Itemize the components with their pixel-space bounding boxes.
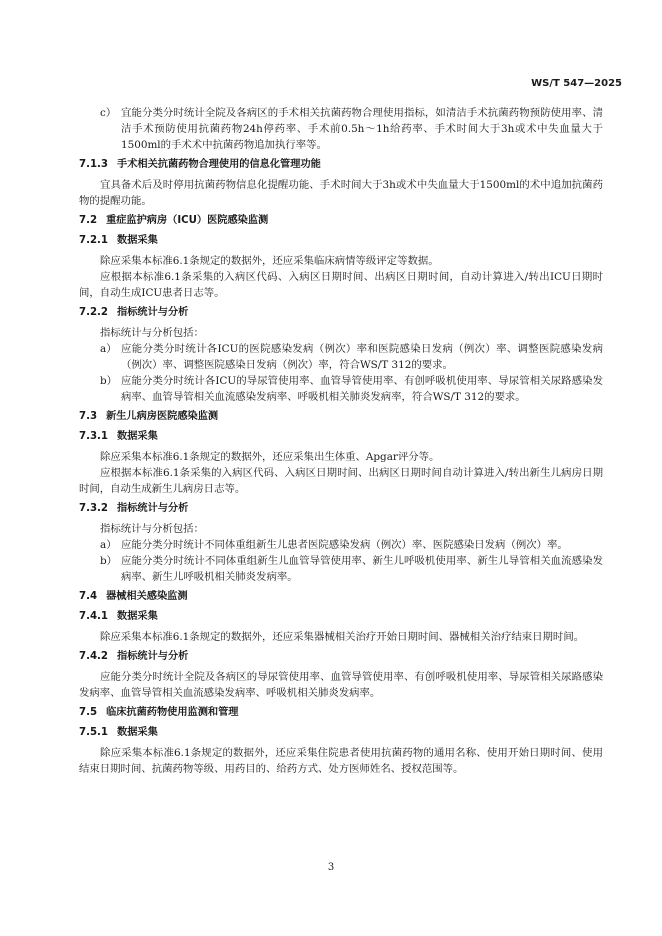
section-title: 指标统计与分析 — [117, 651, 189, 662]
section-title: 指标统计与分析 — [117, 503, 189, 514]
section-title: 指标统计与分析 — [117, 307, 189, 318]
section-number: 7.5.1 — [79, 727, 109, 738]
list-item-b — [79, 373, 603, 405]
list-item-b — [79, 553, 603, 585]
section-number: 7.4.1 — [79, 611, 109, 622]
list-text: 应能分类分时统计不同体重组新生儿患者医院感染发病（例次）率、医院感染日发病（例次）率。 — [121, 539, 568, 551]
section-number: 7.3.2 — [79, 503, 109, 514]
section-title: 数据采集 — [117, 431, 158, 442]
section-number: 7.4.2 — [79, 651, 109, 662]
section-heading-7-2-2 — [79, 305, 603, 321]
section-heading-7-5-1 — [79, 725, 603, 741]
paragraph: 宜具备术后及时停用抗菌药物信息化提醒功能、手术时间大于3h或术中失血量大于1500ml的术中追加抗菌药物的提醒功能。 — [79, 179, 603, 207]
section-number: 7.3 — [79, 411, 98, 422]
paragraph: 应根据本标准6.1条采集的入病区代码、入病区日期时间、出病区日期时间自动计算进入/转出新生儿病房日期时间，自动生成新生儿病房日志等。 — [79, 467, 603, 495]
list-text: 应能分类分时统计不同体重组新生儿血管导管使用率、新生儿呼吸机使用率、新生儿导管相关血流感染发病率、新生儿呼吸机相关肺炎发病率。 — [121, 555, 603, 583]
list-item-a — [79, 537, 603, 553]
section-title: 重症监护病房（ICU）医院感染监测 — [106, 215, 269, 226]
section-number: 7.4 — [79, 591, 98, 602]
section-heading-7-4-1 — [79, 609, 603, 625]
paragraph: 除应采集本标准6.1条规定的数据外，还应采集器械相关治疗开始日期时间、器械相关治疗结束日期时间。 — [100, 631, 585, 643]
list-label: a） — [100, 343, 117, 355]
section-number: 7.2.1 — [79, 235, 109, 246]
list-label: b） — [100, 375, 118, 387]
list-text: 宜能分类分时统计全院及各病区的手术相关抗菌药物合理使用指标，如清洁手术抗菌药物预防使用率、清洁手术预防使用抗菌药物24h停药率、手术前0.5h～1h给药率、手术时间大于3h或术中失血量大于1500ml的手术术中抗菌药物追加执行率等。 — [121, 107, 603, 151]
paragraph: 除应采集本标准6.1条规定的数据外，还应采集临床病情等级评定等数据。 — [100, 255, 439, 267]
section-heading-7-3-2 — [79, 501, 603, 517]
section-number: 7.2.2 — [79, 307, 109, 318]
section-number: 7.5 — [79, 707, 98, 718]
section-number: 7.3.1 — [79, 431, 109, 442]
standard-code: WS/T 547—2025 — [531, 78, 622, 89]
section-title: 手术相关抗菌药物合理使用的信息化管理功能 — [117, 159, 321, 170]
list-label: a） — [100, 539, 117, 551]
section-heading-7-5 — [79, 705, 603, 721]
page-body — [79, 105, 603, 777]
section-heading-7-2-1 — [79, 233, 603, 249]
section-title: 新生儿病房医院感染监测 — [106, 411, 219, 422]
list-text: 应能分类分时统计各ICU的医院感染发病（例次）率和医院感染日发病（例次）率、调整医院感染发病（例次）率、调整医院感染日发病（例次）率，符合WS/T 312的要求。 — [121, 343, 603, 371]
section-title: 数据采集 — [117, 727, 158, 738]
paragraph: 除应采集本标准6.1条规定的数据外，还应采集出生体重、Apgar评分等。 — [100, 451, 440, 463]
section-heading-7-4 — [79, 589, 603, 605]
section-heading-7-1-3 — [79, 157, 603, 173]
paragraph: 除应采集本标准6.1条规定的数据外，还应采集住院患者使用抗菌药物的通用名称、使用开始日期时间、使用结束日期时间、抗菌药物等级、用药目的、给药方式、处方医师姓名、授权范围等。 — [79, 747, 603, 775]
section-heading-7-2 — [79, 213, 603, 229]
paragraph: 指标统计与分析包括： — [100, 327, 204, 339]
list-label: c） — [100, 107, 117, 119]
section-heading-7-3 — [79, 409, 603, 425]
section-heading-7-3-1 — [79, 429, 603, 445]
list-item-c — [79, 105, 603, 153]
section-title: 器械相关感染监测 — [106, 591, 188, 602]
page-number: 3 — [327, 862, 335, 873]
list-text: 应能分类分时统计各ICU的导尿管使用率、血管导管使用率、有创呼吸机使用率、导尿管相关尿路感染发病率、血管导管相关血流感染发病率、呼吸机相关肺炎发病率，符合WS/T 312的要求。 — [121, 375, 603, 403]
section-title: 数据采集 — [117, 611, 158, 622]
paragraph: 应能分类分时统计全院及各病区的导尿管使用率、血管导管使用率、有创呼吸机使用率、导尿管相关尿路感染发病率、血管导管相关血流感染发病率、呼吸机相关肺炎发病率。 — [79, 671, 603, 699]
paragraph: 应根据本标准6.1条采集的入病区代码、入病区日期时间、出病区日期时间，自动计算进入/转出ICU日期时间，自动生成ICU患者日志等。 — [79, 271, 603, 299]
list-item-a — [79, 341, 603, 373]
section-number: 7.1.3 — [79, 159, 109, 170]
section-number: 7.2 — [79, 215, 98, 226]
paragraph: 指标统计与分析包括： — [100, 523, 204, 535]
list-label: b） — [100, 555, 118, 567]
section-heading-7-4-2 — [79, 649, 603, 665]
section-title: 数据采集 — [117, 235, 158, 246]
section-title: 临床抗菌药物使用监测和管理 — [106, 707, 239, 718]
